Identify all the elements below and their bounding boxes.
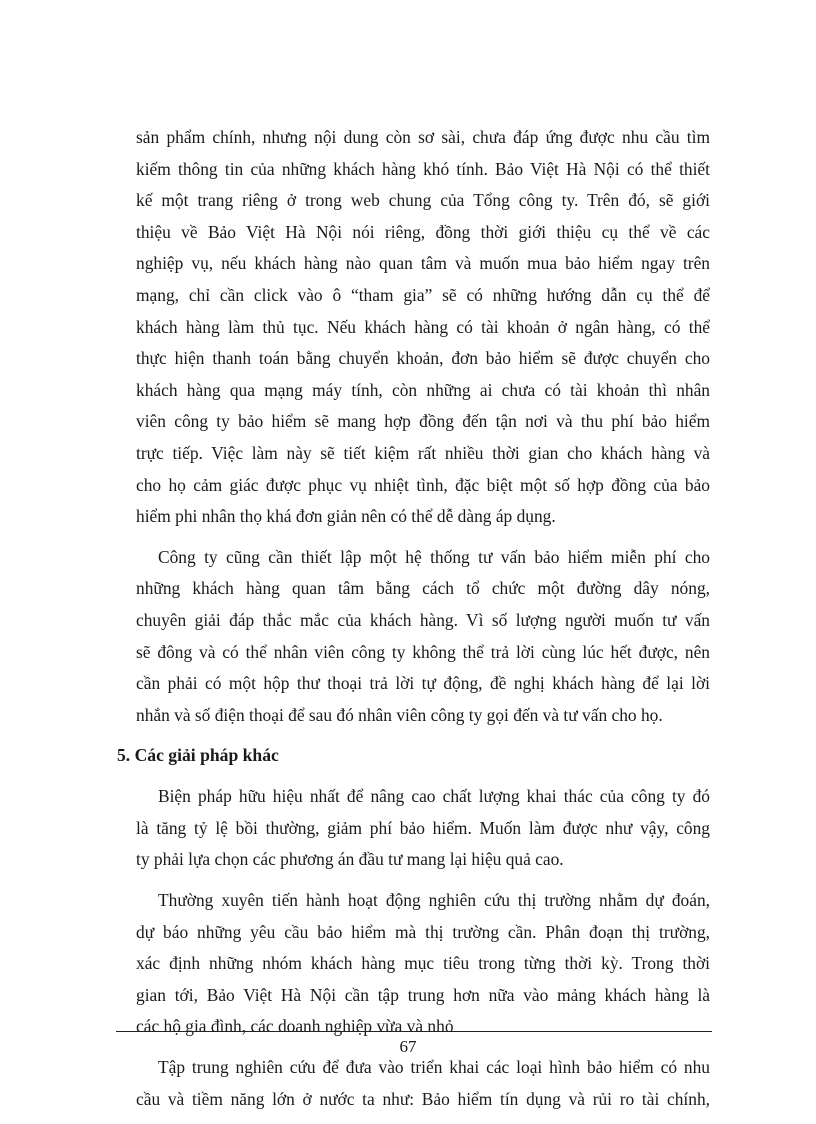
text-line: gian tới, Bảo Việt Hà Nội cần tập trung hơn nữa vào mảng khách hàng là [136, 984, 710, 1005]
paragraph-market-research [136, 885, 710, 1043]
paragraph-new-products [136, 1052, 710, 1115]
text-line: Thường xuyên tiến hành hoạt động nghiên cứu thị trường nhằm dự đoán, [158, 890, 710, 911]
text-line: viên công ty bảo hiểm sẽ mang hợp đồng đến tận nơi và thu phí bảo hiểm [136, 411, 710, 432]
text-line: kiếm thông tin của những khách hàng khó tính. Bảo Việt Hà Nội có thể thiết [136, 158, 710, 179]
text-line: trực tiếp. Việc làm này sẽ tiết kiệm rất nhiều thời gian cho khách hàng và [136, 442, 710, 463]
text-line: thiệu về Bảo Việt Hà Nội nói riêng, đồng thời giới thiệu cụ thể về các [136, 221, 710, 242]
text-line: khách hàng làm thủ tục. Nếu khách hàng có tài khoản ở ngân hàng, có thể [136, 316, 710, 337]
text-line: sản phẩm chính, nhưng nội dung còn sơ sài, chưa đáp ứng được nhu cầu tìm [136, 127, 710, 147]
text-line: sẽ đông và có thể nhân viên công ty không thể trả lời cùng lúc hết được, nên [136, 641, 710, 662]
text-line: cầu và tiềm năng lớn ở nước ta như: Bảo hiểm tín dụng và rủi ro tài chính, [136, 1088, 710, 1109]
footer-divider [116, 1031, 712, 1032]
text-line: nhắn và số điện thoại để sau đó nhân viên công ty gọi đến và tư vấn cho họ. [136, 704, 663, 725]
text-line: Tập trung nghiên cứu để đưa vào triển khai các loại hình bảo hiểm có nhu [158, 1057, 710, 1078]
text-line: xác định những nhóm khách hàng mục tiêu trong từng thời kỳ. Trong thời [136, 953, 710, 974]
text-line: cần phải có một hộp thư thoại trả lời tự động, đề nghị khách hàng để lại lời [136, 673, 710, 694]
text-line: chuyên giải đáp thắc mắc của khách hàng. Vì số lượng người muốn tư vấn [136, 609, 710, 630]
text-line: các hộ gia đình, các doanh nghiệp vừa và nhỏ [136, 1016, 454, 1037]
paragraph-hotline [136, 542, 710, 732]
text-line: thực hiện thanh toán bằng chuyển khoản, đơn bảo hiểm sẽ được chuyển cho [136, 348, 710, 369]
text-line: nghiệp vụ, nếu khách hàng nào quan tâm và muốn mua bảo hiểm ngay trên [136, 253, 710, 274]
section-heading: 5. Các giải pháp khác [117, 745, 279, 766]
text-line: mạng, chỉ cần click vào ô “tham gia” sẽ có những hướng dẫn cụ thể để [136, 284, 710, 305]
text-line: những khách hàng quan tâm bằng cách tổ chức một đường dây nóng, [136, 578, 710, 599]
text-line: khách hàng qua mạng máy tính, còn những ai chưa có tài khoản thì nhân [136, 379, 710, 400]
text-line: Biện pháp hữu hiệu nhất để nâng cao chất lượng khai thác của công ty đó [158, 786, 710, 807]
text-line: là tăng tỷ lệ bồi thường, giảm phí bảo hiểm. Muốn làm được như vậy, công [136, 817, 710, 838]
page-body [117, 122, 710, 1124]
page-number: 67 [399, 1037, 417, 1056]
text-line: hiểm phi nhân thọ khá đơn giản nên có thể dễ dàng áp dụng. [136, 506, 556, 527]
text-line: cho họ cảm giác được phục vụ nhiệt tình, đặc biệt một số hợp đồng của bảo [136, 474, 710, 495]
text-line: Công ty cũng cần thiết lập một hệ thống tư vấn bảo hiểm miễn phí cho [158, 546, 710, 567]
paragraph-continued [136, 122, 710, 533]
text-line: dự báo những yêu cầu bảo hiểm mà thị trường cần. Phân đoạn thị trường, [136, 921, 710, 942]
text-line: kế một trang riêng ở trong web chung của Tổng công ty. Trên đó, sẽ giới [136, 190, 710, 211]
paragraph-measures [136, 781, 710, 876]
text-line: ty phải lựa chọn các phương án đầu tư mang lại hiệu quả cao. [136, 849, 564, 870]
